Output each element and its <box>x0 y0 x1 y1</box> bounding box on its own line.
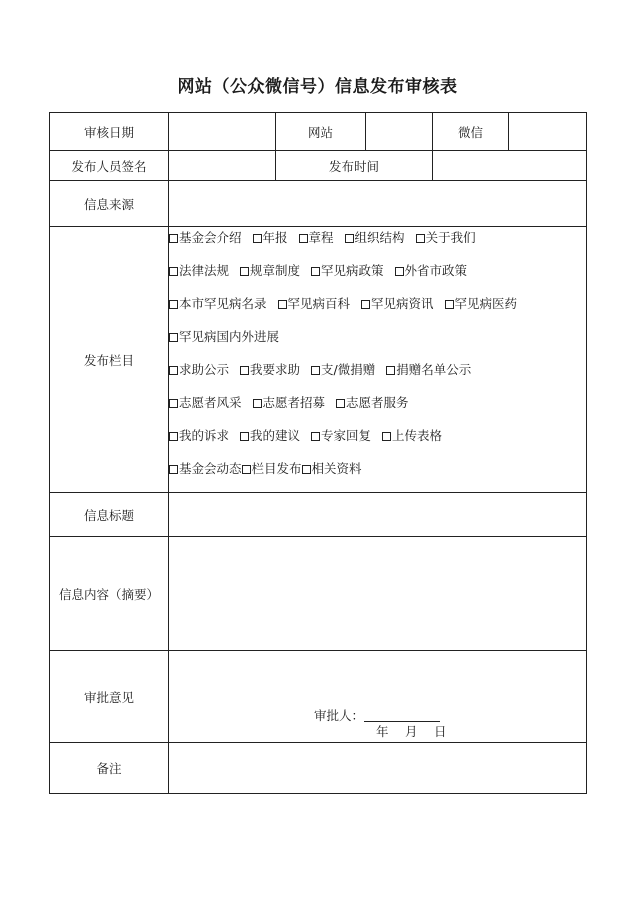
option-label: 求助公示 <box>179 362 230 377</box>
info-source-label: 信息来源 <box>50 181 169 227</box>
option-label: 章程 <box>308 230 334 245</box>
publish-time-field[interactable] <box>433 151 587 181</box>
page-title: 网站（公众微信号）信息发布审核表 <box>177 77 458 97</box>
option-label: 栏目发布 <box>251 461 302 476</box>
column-option[interactable] <box>445 294 518 314</box>
approver-label: 审批人： <box>314 708 365 723</box>
option-line <box>169 228 586 261</box>
remarks-label: 备注 <box>50 743 169 794</box>
row-review-date <box>50 113 587 151</box>
info-content-label: 信息内容（摘要） <box>50 537 169 651</box>
column-option[interactable] <box>169 228 242 248</box>
checkbox-icon[interactable] <box>169 333 178 342</box>
checkbox-icon[interactable] <box>395 267 404 276</box>
option-line <box>169 393 586 426</box>
checkbox-icon[interactable] <box>361 300 370 309</box>
checkbox-icon[interactable] <box>169 465 178 474</box>
option-label: 捐赠名单公示 <box>396 362 472 377</box>
column-option[interactable] <box>311 426 371 446</box>
checkbox-icon[interactable] <box>169 366 178 375</box>
option-label: 外省市政策 <box>404 263 468 278</box>
option-label: 基金会动态 <box>179 461 242 476</box>
column-option[interactable] <box>361 294 434 314</box>
row-info-content <box>50 537 587 651</box>
row-columns <box>50 227 587 493</box>
column-option[interactable] <box>240 261 300 281</box>
column-option[interactable] <box>169 261 229 281</box>
checkbox-icon[interactable] <box>169 300 178 309</box>
checkbox-icon[interactable] <box>299 234 308 243</box>
checkbox-icon[interactable] <box>445 300 454 309</box>
option-label: 上传表格 <box>392 428 443 443</box>
row-info-title <box>50 493 587 537</box>
website-label: 网站 <box>276 113 366 151</box>
publisher-sign-label: 发布人员签名 <box>50 151 169 181</box>
publisher-sign-field[interactable] <box>169 151 276 181</box>
remarks-field[interactable] <box>169 743 587 794</box>
option-label: 基金会介绍 <box>179 230 242 245</box>
approver-line[interactable] <box>364 709 440 722</box>
row-approval <box>50 651 587 743</box>
column-options <box>169 227 587 493</box>
review-form-table <box>49 112 587 794</box>
option-label: 罕见病百科 <box>287 296 351 311</box>
checkbox-icon[interactable] <box>336 399 345 408</box>
publish-time-label: 发布时间 <box>276 151 433 181</box>
checkbox-icon[interactable] <box>386 366 395 375</box>
checkbox-icon[interactable] <box>169 267 178 276</box>
checkbox-icon[interactable] <box>416 234 425 243</box>
checkbox-icon[interactable] <box>240 366 249 375</box>
column-option[interactable] <box>169 393 242 413</box>
option-line <box>169 360 586 393</box>
checkbox-icon[interactable] <box>278 300 287 309</box>
option-label: 本市罕见病名录 <box>179 296 267 311</box>
column-option[interactable] <box>386 360 471 380</box>
option-line <box>169 426 586 459</box>
checkbox-icon[interactable] <box>253 234 262 243</box>
column-option[interactable] <box>278 294 351 314</box>
checkbox-icon[interactable] <box>311 432 320 441</box>
wechat-field[interactable] <box>509 113 587 151</box>
checkbox-icon[interactable] <box>240 267 249 276</box>
row-publisher <box>50 151 587 181</box>
column-option[interactable] <box>169 426 229 446</box>
column-option[interactable] <box>240 426 300 446</box>
approval-label: 审批意见 <box>50 651 169 743</box>
option-label: 罕见病国内外进展 <box>179 329 280 344</box>
info-content-field[interactable] <box>169 537 587 651</box>
columns-label: 发布栏目 <box>50 227 169 493</box>
column-option[interactable] <box>169 294 267 314</box>
website-field[interactable] <box>366 113 433 151</box>
option-label: 年报 <box>262 230 288 245</box>
option-label: 志愿者服务 <box>346 395 409 410</box>
checkbox-icon[interactable] <box>169 432 178 441</box>
review-date-field[interactable] <box>169 113 276 151</box>
column-option[interactable] <box>169 327 279 347</box>
column-option[interactable] <box>302 459 362 479</box>
option-label: 专家回复 <box>321 428 372 443</box>
checkbox-icon[interactable] <box>302 465 311 474</box>
info-source-field[interactable] <box>169 181 587 227</box>
checkbox-icon[interactable] <box>240 432 249 441</box>
checkbox-icon[interactable] <box>345 234 354 243</box>
checkbox-icon[interactable] <box>169 399 178 408</box>
column-option[interactable] <box>382 426 442 446</box>
column-option[interactable] <box>311 360 375 380</box>
option-label: 罕见病医药 <box>454 296 518 311</box>
column-option[interactable] <box>311 261 384 281</box>
checkbox-icon[interactable] <box>311 267 320 276</box>
option-label: 志愿者风采 <box>179 395 242 410</box>
wechat-label: 微信 <box>433 113 509 151</box>
column-option[interactable] <box>240 360 300 380</box>
option-label: 关于我们 <box>425 230 476 245</box>
approval-date: 年 月 日 <box>376 724 447 739</box>
review-date-label: 审核日期 <box>50 113 169 151</box>
option-line <box>169 294 586 327</box>
column-option[interactable] <box>416 228 476 248</box>
row-info-source <box>50 181 587 227</box>
column-option[interactable] <box>253 228 288 248</box>
info-title-field[interactable] <box>169 493 587 537</box>
option-label: 罕见病资讯 <box>371 296 434 311</box>
option-label: 我要求助 <box>250 362 301 377</box>
column-option[interactable] <box>336 393 409 413</box>
option-label: 相关资料 <box>311 461 362 476</box>
column-option[interactable] <box>242 459 302 479</box>
checkbox-icon[interactable] <box>382 432 391 441</box>
checkbox-icon[interactable] <box>311 366 320 375</box>
checkbox-icon[interactable] <box>242 465 251 474</box>
column-option[interactable] <box>299 228 334 248</box>
option-label: 志愿者招募 <box>262 395 326 410</box>
column-option[interactable] <box>169 360 229 380</box>
option-label: 法律法规 <box>179 263 230 278</box>
column-option[interactable] <box>253 393 326 413</box>
column-option[interactable] <box>395 261 468 281</box>
option-label: 我的建议 <box>250 428 301 443</box>
row-remarks <box>50 743 587 794</box>
info-title-label: 信息标题 <box>50 493 169 537</box>
option-label: 我的诉求 <box>179 428 230 443</box>
option-label: 罕见病政策 <box>321 263 384 278</box>
checkbox-icon[interactable] <box>169 234 178 243</box>
approval-field[interactable] <box>169 651 587 743</box>
option-label: 规章制度 <box>250 263 301 278</box>
option-line <box>169 327 586 360</box>
option-label: 支/微捐赠 <box>321 362 376 377</box>
option-label: 组织结构 <box>354 230 405 245</box>
column-option[interactable] <box>345 228 405 248</box>
option-line <box>169 459 586 492</box>
option-line <box>169 261 586 294</box>
checkbox-icon[interactable] <box>253 399 262 408</box>
column-option[interactable] <box>169 459 242 479</box>
